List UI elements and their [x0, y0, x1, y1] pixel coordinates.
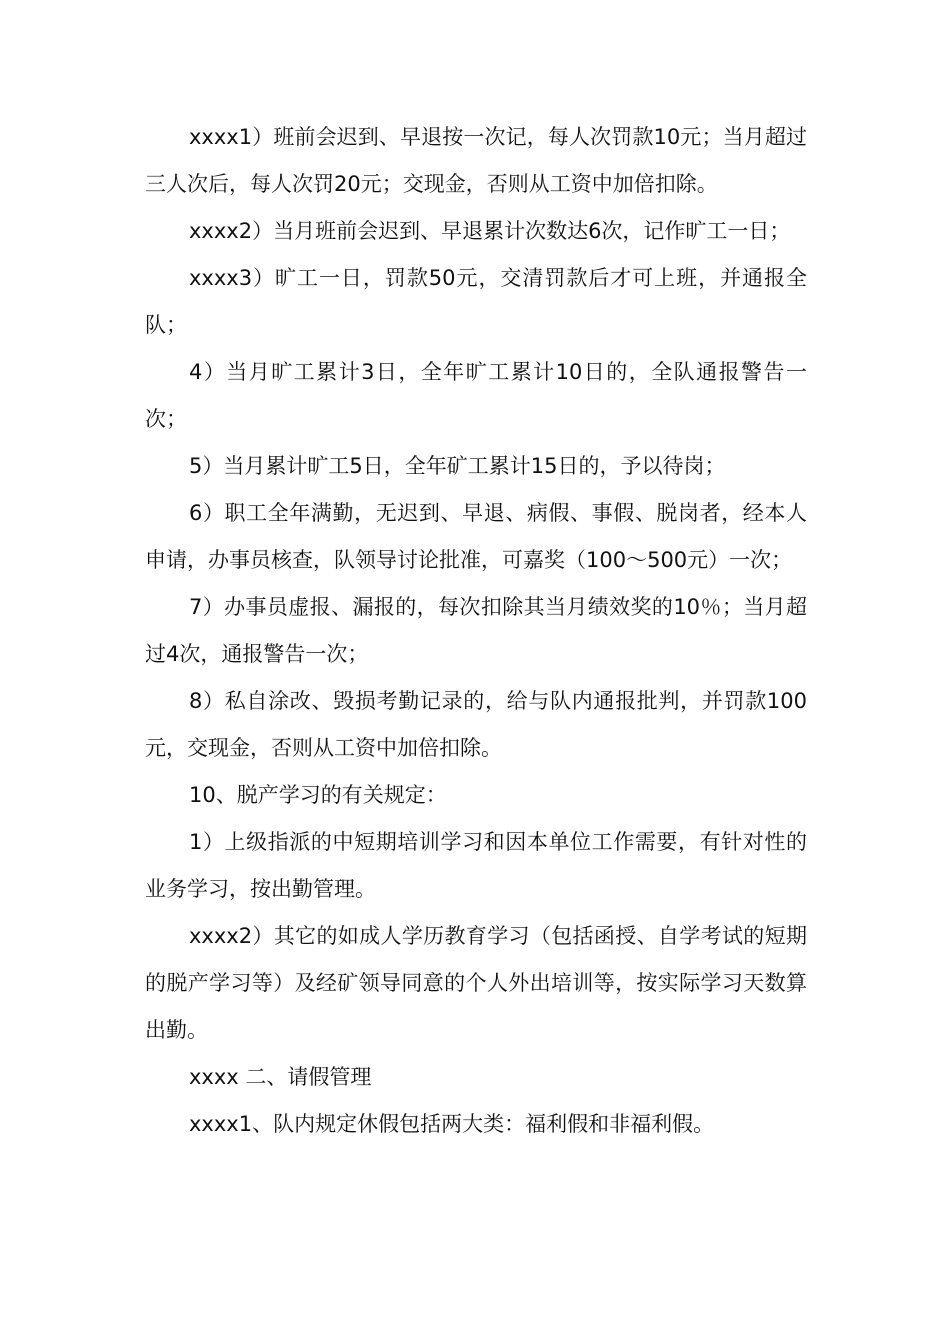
paragraph: xxxx3）旷工一日，罚款50元，交清罚款后才可上班，并通报全队；	[145, 266, 807, 337]
paragraph: 4）当月旷工累计3日，全年旷工累计10日的，全队通报警告一次；	[145, 360, 807, 431]
paragraph: 5）当月累计旷工5日，全年矿工累计15日的，予以待岗；	[189, 454, 726, 478]
paragraph: 1）上级指派的中短期培训学习和因本单位工作需要，有针对性的业务学习，按出勤管理。	[145, 830, 807, 901]
paragraph: xxxx1）班前会迟到、早退按一次记，每人次罚款10元；当月超过三人次后，每人次罚20元；交现金，否则从工资中加倍扣除。	[145, 125, 807, 196]
paragraph: xxxx1、队内规定休假包括两大类：福利假和非福利假。	[189, 1112, 715, 1136]
paragraph: xxxx2）其它的如成人学历教育学习（包括函授、自学考试的短期的脱产学习等）及经矿领导同意的个人外出培训等，按实际学习天数算出勤。	[145, 924, 807, 1042]
document-body	[145, 114, 807, 1148]
section-heading: 10、脱产学习的有关规定：	[189, 783, 447, 807]
paragraph: xxxx2）当月班前会迟到、早退累计次数达6次，记作旷工一日；	[189, 219, 791, 243]
paragraph: 6）职工全年满勤，无迟到、早退、病假、事假、脱岗者，经本人申请，办事员核查，队领导讨论批准，可嘉奖（100～500元）一次；	[145, 501, 807, 572]
paragraph: 7）办事员虚报、漏报的，每次扣除其当月绩效奖的10％；当月超过4次，通报警告一次；	[145, 595, 807, 666]
paragraph: 8）私自涂改、毁损考勤记录的，给与队内通报批判，并罚款100元，交现金，否则从工资中加倍扣除。	[145, 689, 807, 760]
section-heading: xxxx 二、请假管理	[189, 1065, 372, 1089]
